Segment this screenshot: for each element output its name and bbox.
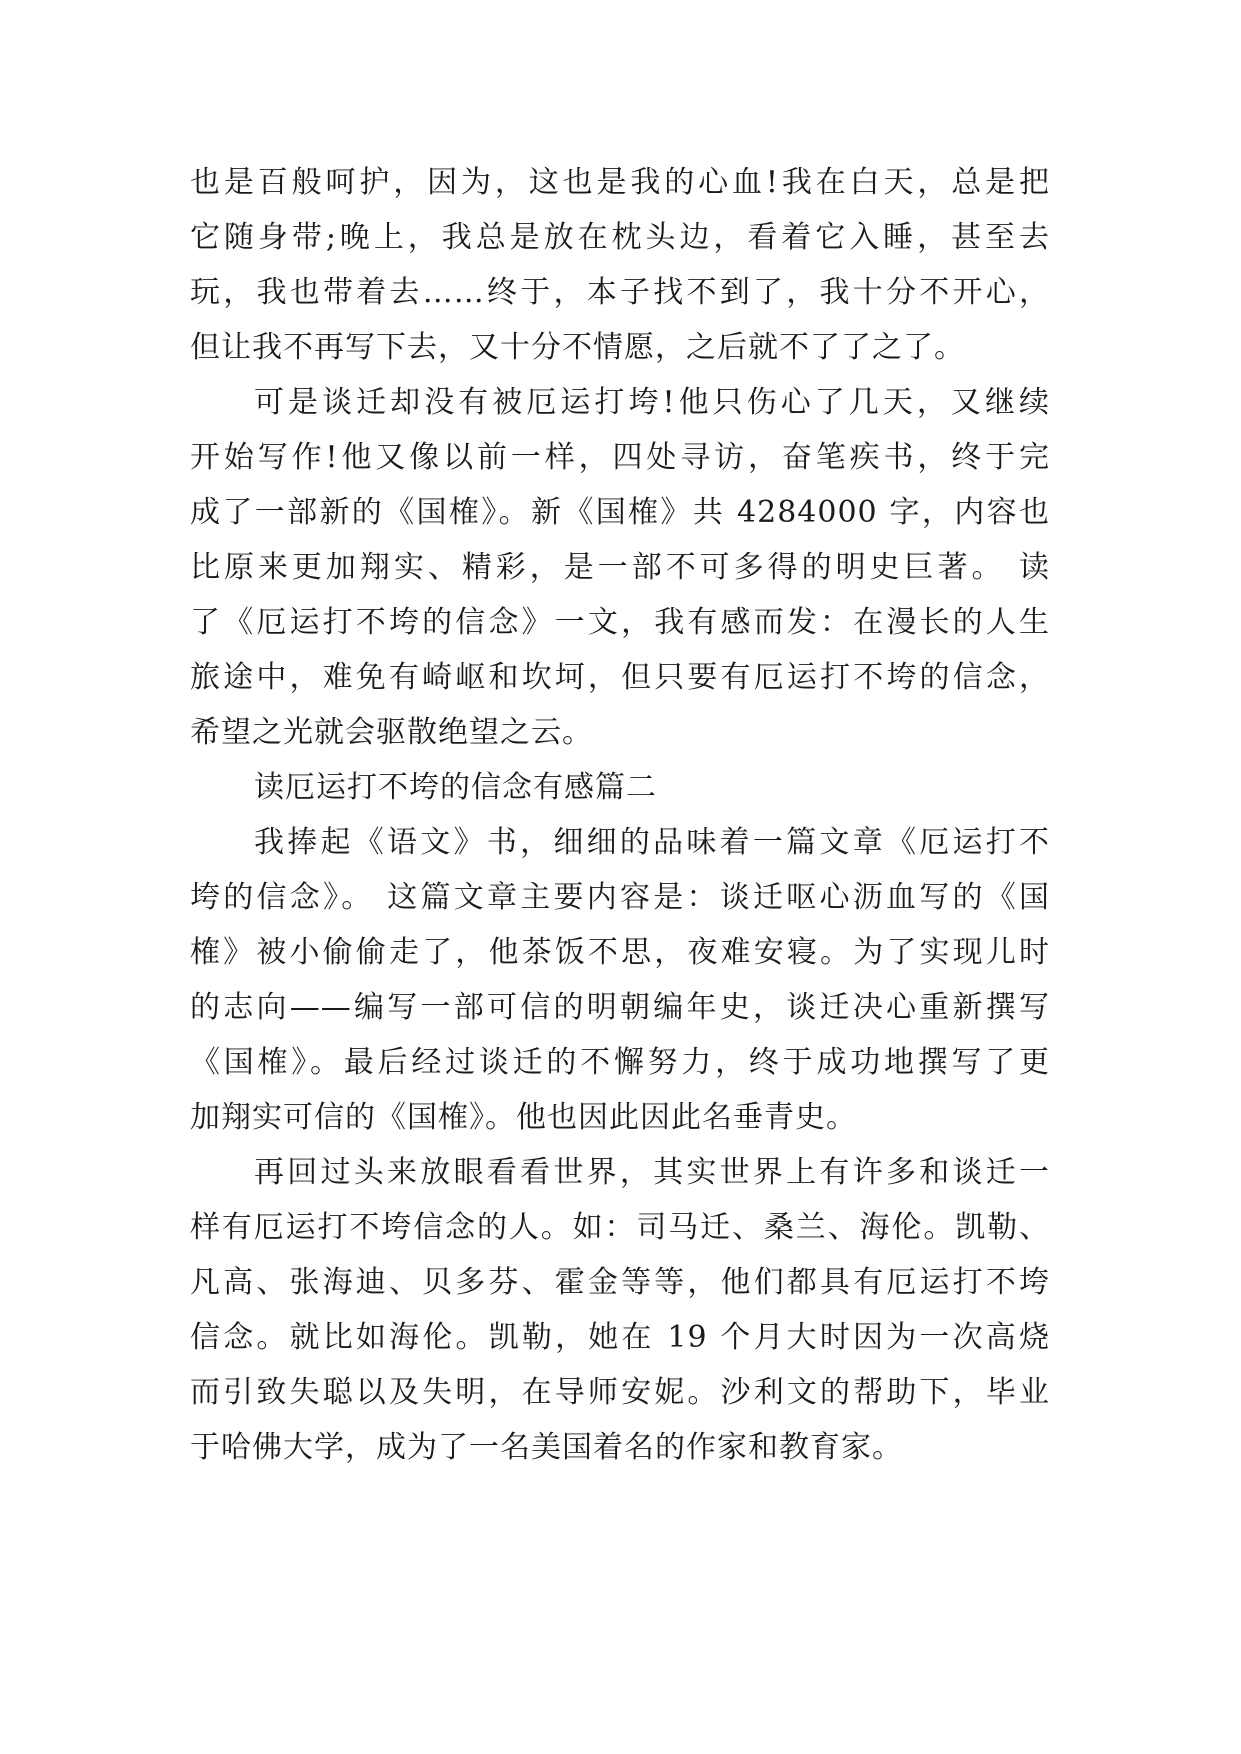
text-line: 样有厄运打不垮信念的人。如：司马迁、桑兰、海伦。凯勒、 [190,1210,1050,1245]
text-line: 玩，我也带着去……终于，本子找不到了，我十分不开心， [190,275,1050,310]
text-line: 成了一部新的《国榷》。新《国榷》共 4284000 字，内容也 [190,495,1050,530]
text-line: 但让我不再写下去，又十分不情愿，之后就不了了之了。 [190,330,965,365]
section-heading: 读厄运打不垮的信念有感篇二 [254,770,657,805]
text-line: 信念。就比如海伦。凯勒，她在 19 个月大时因为一次高烧 [190,1320,1050,1355]
text-line: 而引致失聪以及失明，在导师安妮。沙利文的帮助下，毕业 [190,1375,1050,1410]
text-line: 再回过头来放眼看看世界，其实世界上有许多和谈迁一 [254,1155,1050,1190]
text-line: 加翔实可信的《国榷》。他也因此因此名垂青史。 [190,1100,857,1135]
text-line: 《国榷》。最后经过谈迁的不懈努力，终于成功地撰写了更 [190,1045,1050,1080]
text-line: 希望之光就会驱散绝望之云。 [190,715,593,750]
text-line: 榷》被小偷偷走了，他茶饭不思，夜难安寝。为了实现儿时 [190,935,1050,970]
text-line: 开始写作!他又像以前一样，四处寻访，奋笔疾书，终于完 [190,440,1050,475]
document-body [190,155,1050,1475]
text-line: 了《厄运打不垮的信念》一文，我有感而发：在漫长的人生 [190,605,1050,640]
text-line: 凡高、张海迪、贝多芬、霍金等等，他们都具有厄运打不垮 [190,1265,1050,1300]
text-line: 于哈佛大学，成为了一名美国着名的作家和教育家。 [190,1430,903,1465]
text-line: 也是百般呵护，因为，这也是我的心血!我在白天，总是把 [190,165,1050,200]
text-line: 旅途中，难免有崎岖和坎坷，但只要有厄运打不垮的信念， [190,660,1050,695]
text-line: 比原来更加翔实、精彩，是一部不可多得的明史巨著。 读 [190,550,1050,585]
text-line: 可是谈迁却没有被厄运打垮!他只伤心了几天，又继续 [254,385,1050,420]
text-line: 它随身带;晚上，我总是放在枕头边，看着它入睡，甚至去 [190,220,1050,255]
text-line: 垮的信念》。 这篇文章主要内容是：谈迁呕心沥血写的《国 [190,880,1050,915]
text-line: 的志向——编写一部可信的明朝编年史，谈迁决心重新撰写 [190,990,1050,1025]
text-line: 我捧起《语文》书，细细的品味着一篇文章《厄运打不 [254,825,1050,860]
